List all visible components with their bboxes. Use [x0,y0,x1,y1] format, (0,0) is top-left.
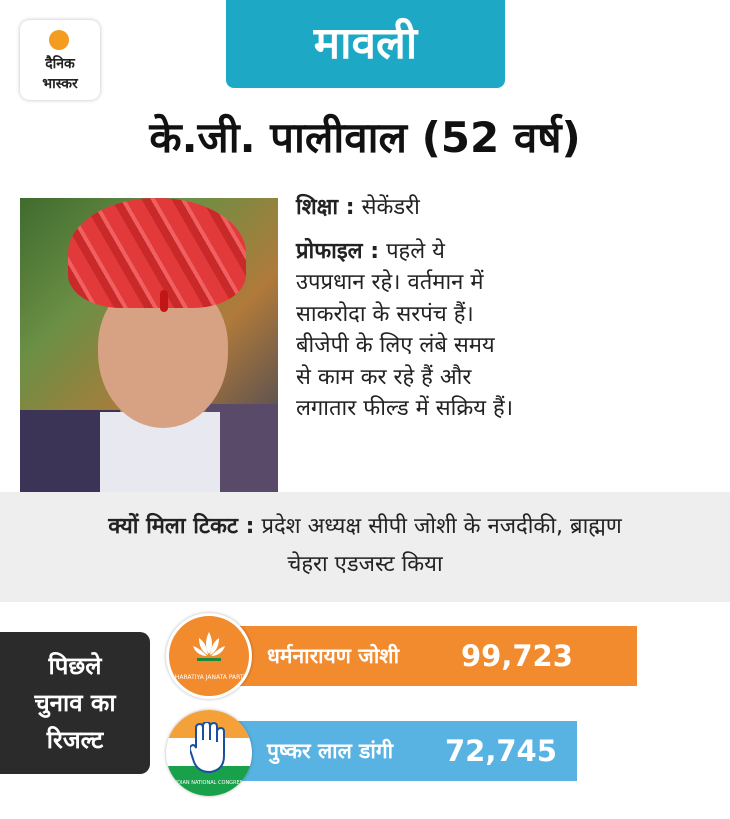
education-label: शिक्षा : [296,195,355,220]
ticket-reason-box [0,492,730,602]
turban-shape [68,198,246,308]
education-value: सेकेंडरी [361,195,420,220]
lotus-icon [191,630,227,664]
congress-result-bar [205,721,577,781]
ticket-reason-label: क्यों मिला टिकट : [108,514,255,539]
constituency-banner: मावली [226,0,505,88]
logo-text-line1: दैनिक [45,56,75,72]
congress-votes: 72,745 [445,734,557,768]
congress-candidate-name: पुष्कर लाल डांगी [267,739,394,763]
hand-icon [190,722,228,774]
ticket-reason-line2: चेहरा एडजस्ट किया [287,552,443,577]
previous-result-label: पिछले चुनाव का रिजल्ट [0,632,150,774]
candidate-photo [20,198,278,492]
bjp-result-bar [205,626,637,686]
education-row [296,192,596,224]
bjp-votes: 99,723 [461,639,573,673]
bjp-lotus-logo: BHARATIYA JANATA PARTY [166,613,252,699]
congress-hand-logo: INDIAN NATIONAL CONGRESS [166,710,252,796]
ticket-reason-line1: प्रदेश अध्यक्ष सीपी जोशी के नजदीकी, ब्राह्मण [261,514,622,539]
logo-text-line2: भास्कर [42,76,78,92]
sun-icon [49,30,69,50]
candidate-name: के.जी. पालीवाल (52 वर्ष) [149,113,581,162]
bjp-candidate-name: धर्मनारायण जोशी [267,644,400,668]
dainik-bhaskar-logo [20,20,100,100]
profile-label: प्रोफाइल : [296,238,380,264]
candidate-info [296,192,596,425]
profile-text: प्रोफाइल : पहले ये उपप्रधान रहे। वर्तमान में साकरोदा के सरपंच हैं। बीजेपी के लिए लंबे समय से काम कर रहे हैं और लगातार फील्ड में सक्रिय हैं। [296,238,514,421]
